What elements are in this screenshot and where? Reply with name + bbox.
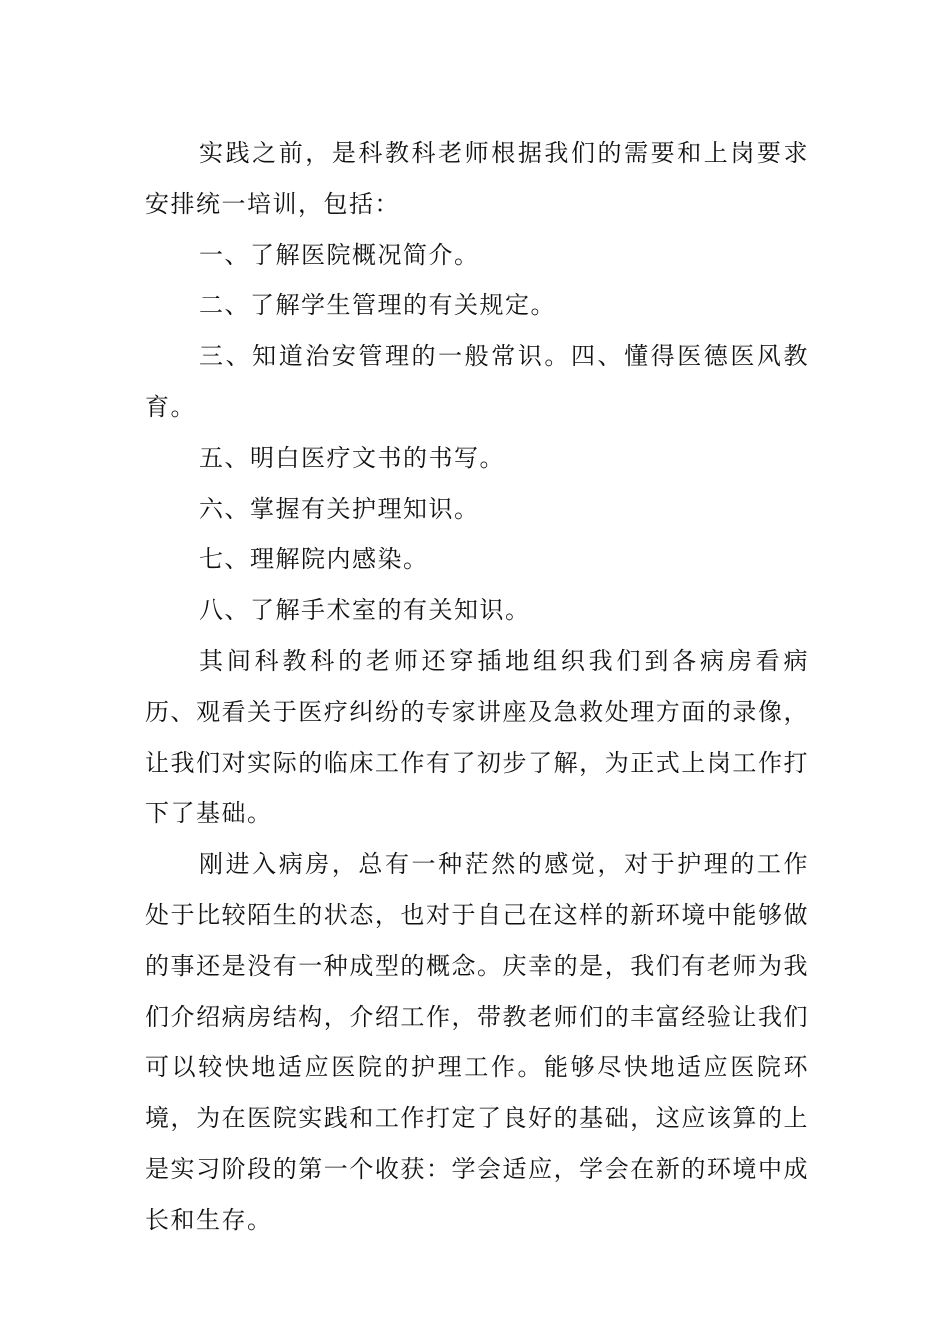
list-item: 五、明白医疗文书的书写。 (199, 443, 505, 472)
document-body (145, 128, 809, 1246)
body-paragraph: 其间科教科的老师还穿插地组织我们到各病房看病历、观看关于医疗纠纷的专家讲座及急救处理方面的录像，让我们对实际的临床工作有了初步了解，为正式上岗工作打下了基础。 (145, 646, 809, 828)
list-item: 七、理解院内感染。 (199, 545, 429, 574)
list-item: 六、掌握有关护理知识。 (199, 494, 480, 523)
body-paragraph: 刚进入病房，总有一种茫然的感觉，对于护理的工作处于比较陌生的状态，也对于自己在这样的新环境中能够做的事还是没有一种成型的概念。庆幸的是，我们有老师为我们介绍病房结构，介绍工作，带教老师们的丰富经验让我们可以较快地适应医院的护理工作。能够尽快地适应医院环境，为在医院实践和工作打定了良好的基础，这应该算的上是实习阶段的第一个收获：学会适应，学会在新的环境中成长和生存。 (145, 850, 809, 1234)
list-item: 八、了解手术室的有关知识。 (199, 596, 531, 625)
intro-paragraph: 实践之前，是科教科老师根据我们的需要和上岗要求安排统一培训，包括： (145, 139, 809, 218)
list-item: 一、了解医院概况简介。 (199, 240, 480, 269)
list-item: 三、知道治安管理的一般常识。四、懂得医德医风教育。 (145, 342, 809, 421)
list-item: 二、了解学生管理的有关规定。 (199, 291, 556, 320)
